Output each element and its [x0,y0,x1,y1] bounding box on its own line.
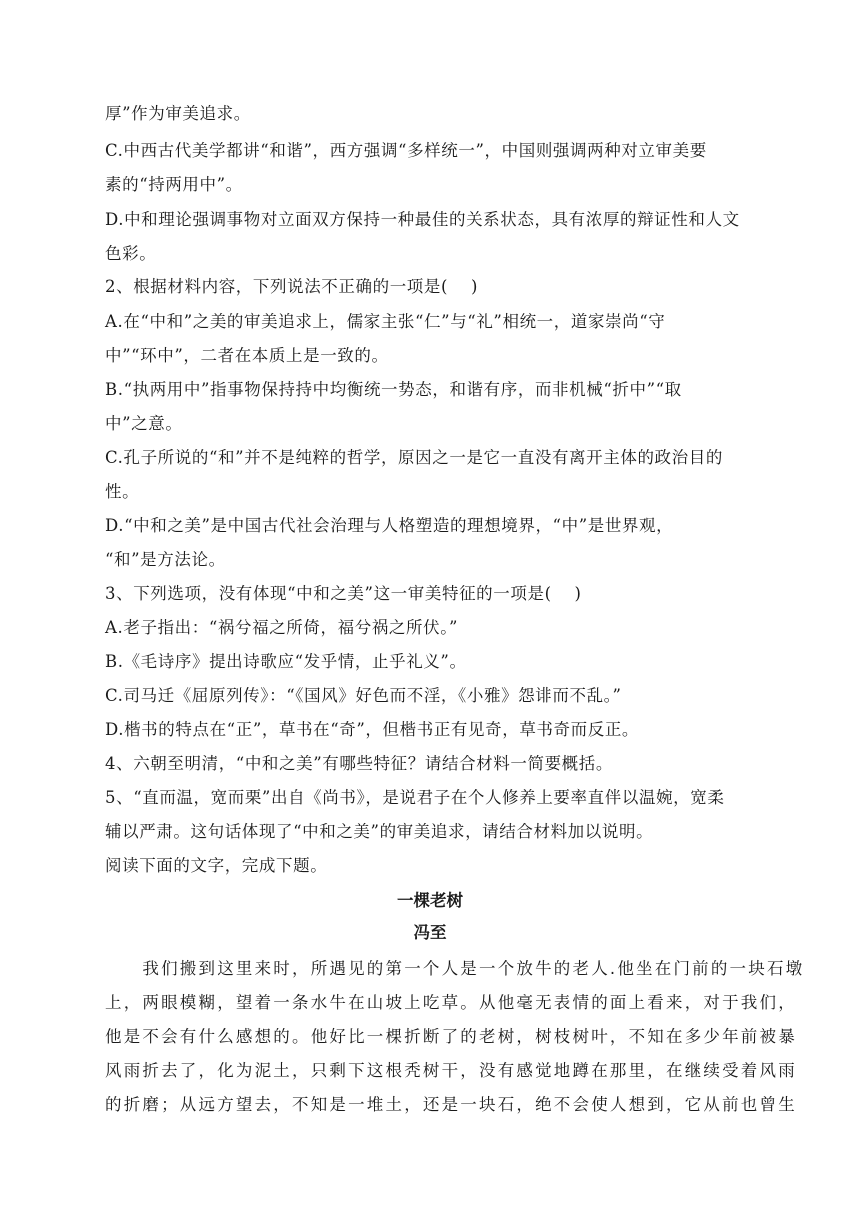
story-author: 冯至 [413,923,447,942]
story-title: 一棵老树 [397,891,463,910]
option-c-line-2: 素的“持两用中”。 [105,175,243,194]
q3-option-c: C.司马迁《屈原列传》：“《国风》好色而不淫，《小雅》怨诽而不乱。” [105,686,622,705]
q2-option-d-line-1: D.“中和之美”是中国古代社会治理与人格塑造的理想境界，“中”是世界观， [105,516,674,535]
q2-option-b-line-2: 中”之意。 [105,414,183,433]
story-line: 的折磨；从远方望去，不知是一堆土，还是一块石，绝不会使人想到，它从前也曾生 [105,1095,797,1114]
question-4: 4、六朝至明清，“中和之美”有哪些特征？请结合材料一简要概括。 [105,754,613,773]
story-line: 他是不会有什么感想的。他好比一棵折断了的老树，树枝树叶，不知在多少年前被暴 [105,1027,797,1046]
question-3: 3、下列选项，没有体现“中和之美”这一审美特征的一项是( ) [105,584,582,603]
story-line: 上，两眼模糊，望着一条水牛在山坡上吃草。从他毫无表情的面上看来，对于我们， [105,993,797,1012]
q2-option-c-line-1: C.孔子所说的“和”并不是纯粹的哲学，原因之一是它一直没有离开主体的政治目的 [105,448,723,467]
q2-option-d-line-2: “和”是方法论。 [105,550,226,569]
option-d-line-2: 色彩。 [105,244,157,263]
q2-option-a-line-1: A.在“中和”之美的审美追求上，儒家主张“仁”与“礼”相统一，道家崇尚“守 [105,312,666,331]
story-line: 我们搬到这里来时，所遇见的第一个人是一个放牛的老人.他坐在门前的一块石墩 [105,959,805,978]
question-5-line-2: 辅以严肃。这句话体现了“中和之美”的审美追求，请结合材料加以说明。 [105,822,654,841]
text-line: 厚”作为审美追求。 [105,104,251,123]
q2-option-a-line-2: 中”“环中”，二者在本质上是一致的。 [105,346,389,365]
q3-option-d: D.楷书的特点在“正”，草书在“奇”，但楷书正有见奇，草书奇而反正。 [105,720,640,739]
option-d-line-1: D.中和理论强调事物对立面双方保持一种最佳的关系状态，具有浓厚的辩证性和人文 [105,210,740,229]
q3-option-a: A.老子指出：“祸兮福之所倚，福兮祸之所伏。” [105,618,459,637]
question-5-line-1: 5、“直而温，宽而栗”出自《尚书》，是说君子在个人修养上要率直伴以温婉，宽柔 [105,788,725,807]
q2-option-b-line-1: B.“执两用中”指事物保持持中均衡统一势态，和谐有序，而非机械“折中”“取 [105,380,682,399]
question-2: 2、根据材料内容，下列说法不正确的一项是( ) [105,277,479,296]
reading-instruction: 阅读下面的文字，完成下题。 [105,856,328,875]
q3-option-b: B.《毛诗序》提出诗歌应“发乎情，止乎礼义”。 [105,652,467,671]
option-c-line-1: C.中西古代美学都讲“和谐”，西方强调“多样统一”，中国则强调两种对立审美要 [105,141,707,160]
story-line: 风雨折去了，化为泥土，只剩下这根秃树干，没有感觉地蹲在那里，在继续受着风雨 [105,1061,797,1080]
q2-option-c-line-2: 性。 [105,482,140,501]
